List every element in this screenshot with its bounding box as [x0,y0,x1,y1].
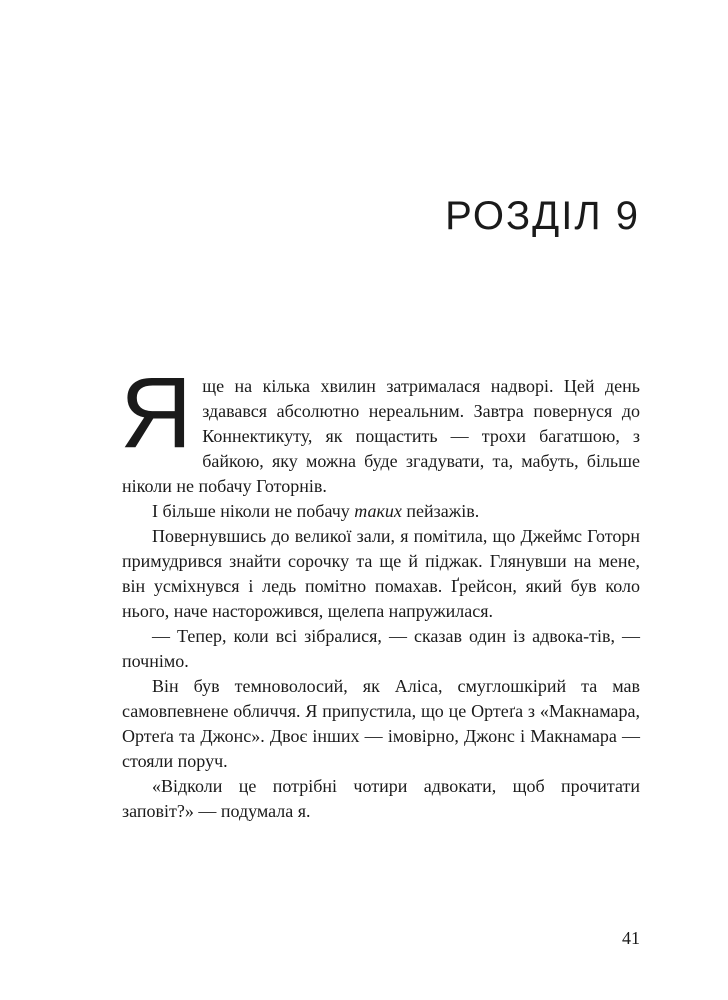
paragraph-2-end: пейзажів. [401,501,480,521]
paragraph-2-start: І більше ніколи не побачу [152,501,355,521]
paragraph-2-emphasis: таких [354,501,402,521]
drop-cap: Я [120,357,193,469]
chapter-title: РОЗДІЛ 9 [445,194,640,238]
paragraph-3: Повернувшись до великої зали, я помітила, що Джеймс Готорн примудрився знайти сорочку та ще й піджак. Глянувши на мене, він усміхнувся і ледь помітно помахав. Ґрейсон, який був коло нього, наче насторожився, щелепа напружилася. [122,526,640,621]
paragraph-1 [120,357,640,499]
paragraph-6: «Відколи це потрібні чотири адвокати, щоб прочитати заповіт?» — подумала я. [122,776,640,821]
paragraph-1-text: ще на кілька хвилин затрималася надворі. Цей день здавався абсолютно нереальним. Завтра повернуся до Коннектикуту, як пощастить — трохи багатшою, з байкою, яку можна буде згадувати, та, мабуть, більше ніколи не побачу Готорнів. [122,376,640,496]
body-text [120,357,640,824]
paragraph-4: — Тепер, коли всі зібралися, — сказав один із адвока-тів, — почнімо. [122,626,640,671]
paragraph-5: Він був темноволосий, як Аліса, смуглошкірий та мав самовпевнене обличчя. Я припустила, що це Ортеґа з «Макнамара, Ортеґа та Джонс». Двоє інших — імовірно, Джонс і Макнамара — стояли поруч. [122,676,640,771]
page-number: 41 [622,928,640,948]
paragraph-2 [122,499,640,524]
